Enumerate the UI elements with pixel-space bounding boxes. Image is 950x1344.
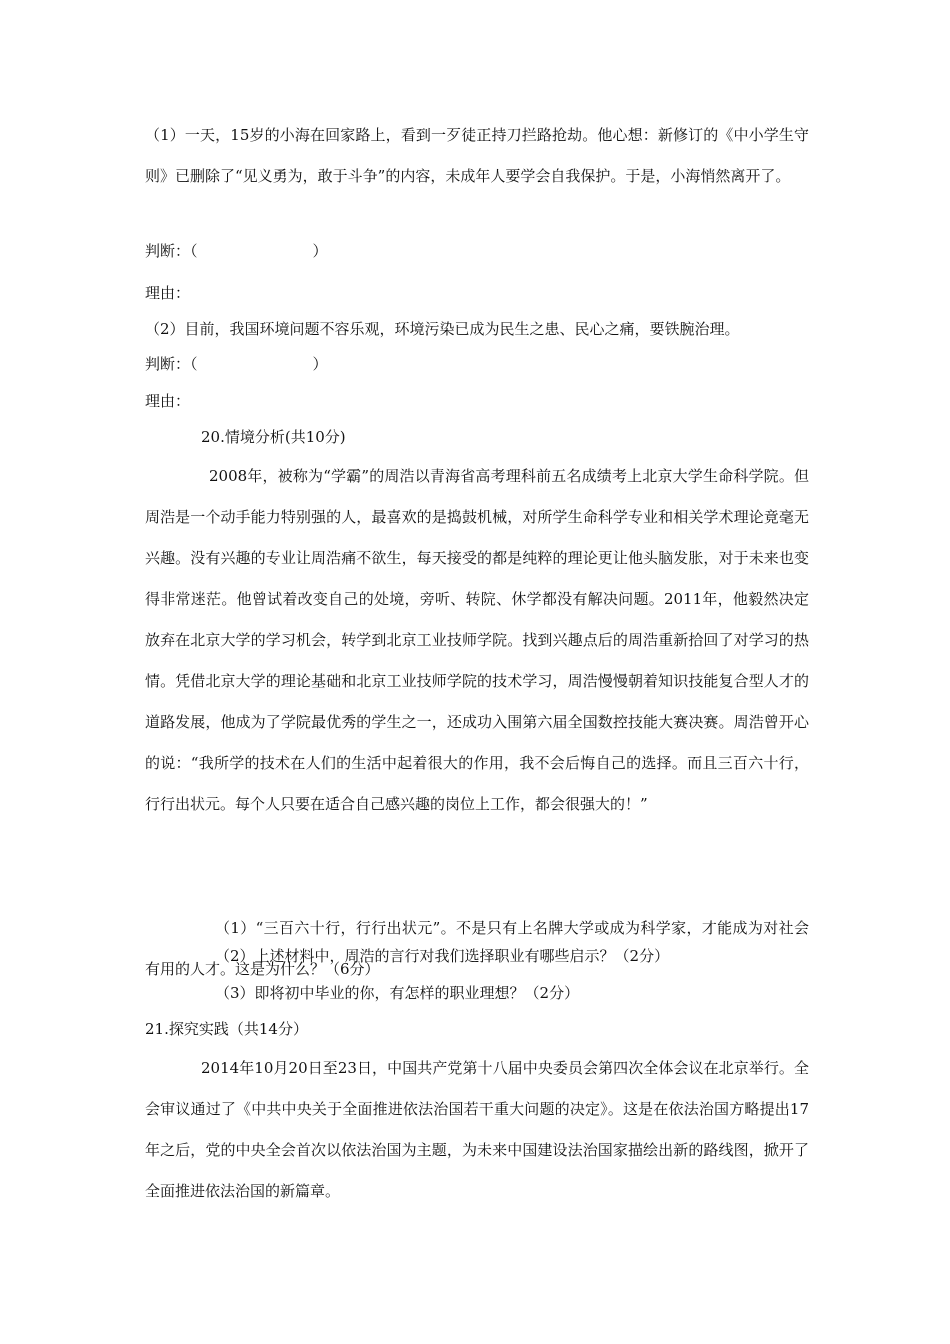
- q20-sub3: （3）即将初中毕业的你，有怎样的职业理想？（2分）: [215, 984, 580, 1002]
- q19-item1-text: （1）一天，15岁的小海在回家路上，看到一歹徒正持刀拦路抢劫。他心想：新修订的《中小学生守则》已删除了“见义勇为，敢于斗争”的内容，未成年人要学会自我保护。于是，小海悄然离开了。: [145, 126, 809, 185]
- q19-item1-judge: [145, 240, 328, 261]
- judge-close: ）: [312, 355, 328, 373]
- q19-item1-reason-label: 理由：: [145, 284, 191, 302]
- judge-label: 判断：（: [145, 242, 198, 260]
- q20-sub2: （2）上述材料中，周浩的言行对我们选择职业有哪些启示？（2分）: [215, 947, 670, 965]
- q20-sub1: （1）“三百六十行，行行出状元”。不是只有上名牌大学或成为科学家，才能成为对社会有用的人才。这是为什么？（6分）: [145, 919, 809, 978]
- q21-heading: 21.探究实践（共14分）: [145, 1020, 308, 1038]
- judge-label: 判断：（: [145, 355, 198, 373]
- q21-material: 2014年10月20日至23日，中国共产党第十八届中央委员会第四次全体会议在北京举行。全会审议通过了《中共中央关于全面推进依法治国若干重大问题的决定》。这是在依法治国方略提出17年之后，党的中央全会首次以依法治国为主题，为未来中国建设法治国家描绘出新的路线图，掀开了全面推进依法治国的新篇章。: [145, 1059, 809, 1200]
- q19-item2-judge: [145, 353, 328, 374]
- judge-close: ）: [312, 242, 328, 260]
- q19-item2-reason-label: 理由：: [145, 392, 191, 410]
- q19-item2-text: （2）目前，我国环境问题不容乐观，环境污染已成为民生之患、民心之痛，要铁腕治理。: [145, 320, 740, 338]
- q20-material: 2008年，被称为“学霸”的周浩以青海省高考理科前五名成绩考上北京大学生命科学院。但周浩是一个动手能力特别强的人，最喜欢的是捣鼓机械，对所学生命科学专业和相关学术理论竟毫无兴趣。没有兴趣的专业让周浩痛不欲生，每天接受的都是纯粹的理论更让他头脑发胀，对于未来也变得非常迷茫。他曾试着改变自己的处境，旁听、转院、休学都没有解决问题。2011年，他毅然决定放弃在北京大学的学习机会，转学到北京工业技师学院。找到兴趣点后的周浩重新拾回了对学习的热情。凭借北京大学的理论基础和北京工业技师学院的技术学习，周浩慢慢朝着知识技能复合型人才的道路发展，他成为了学院最优秀的学生之一，还成功入围第六届全国数控技能大赛决赛。周浩曾开心的说：“我所学的技术在人们的生活中起着很大的作用，我不会后悔自己的选择。而且三百六十行，行行出状元。每个人只要在适合自己感兴趣的岗位上工作，都会很强大的！”: [145, 467, 809, 813]
- q20-heading: 20.情境分析(共10分): [201, 428, 346, 446]
